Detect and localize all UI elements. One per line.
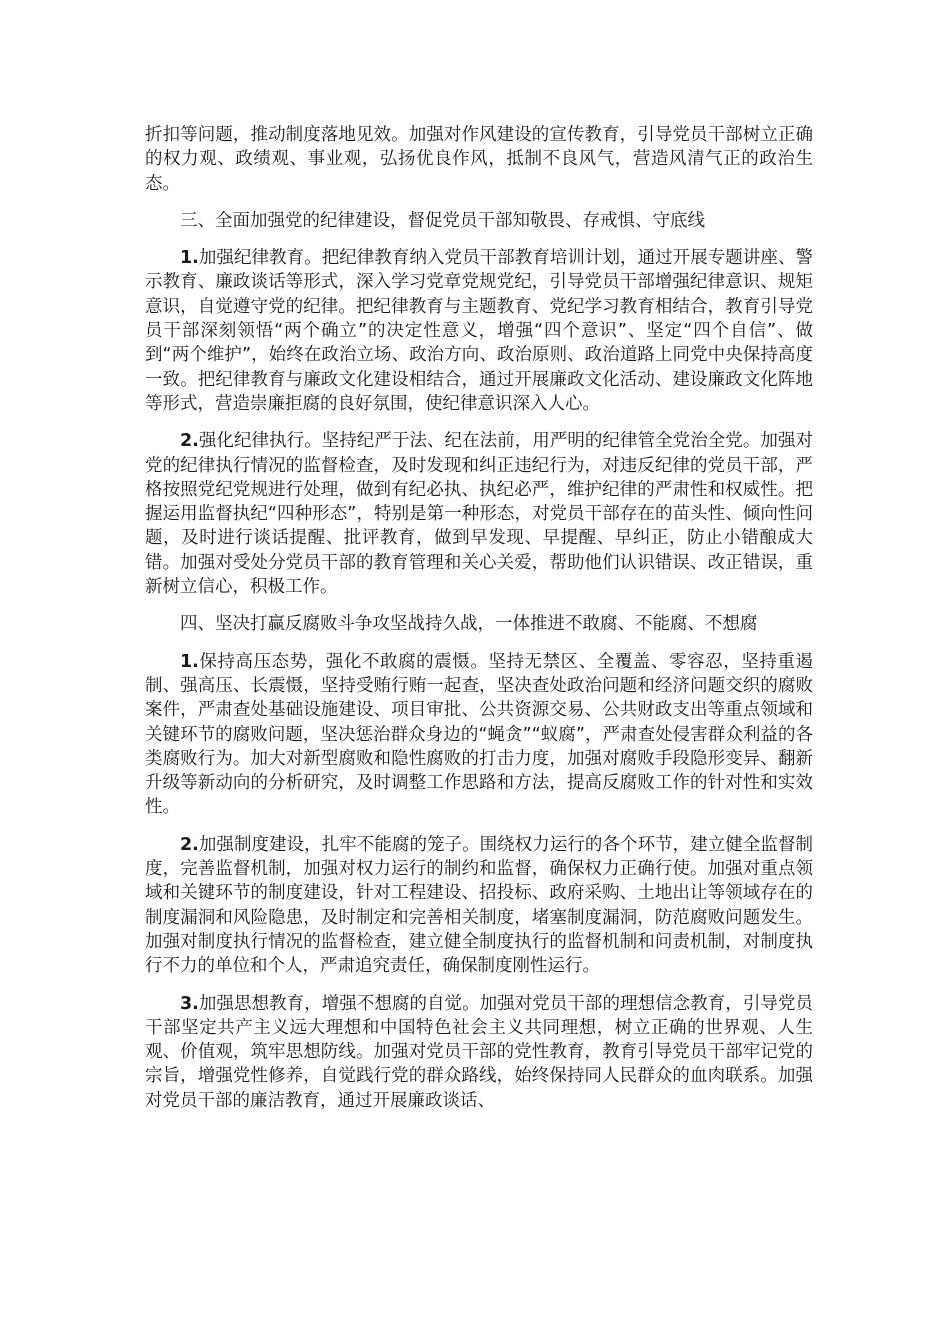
paragraph-4-1 bbox=[145, 650, 813, 820]
paragraph-text: 强化纪律执行。坚持纪严于法、纪在法前，用严明的纪律管全党治全党。加强对党的纪律执行情况的监督检查，及时发现和纠正违纪行为，对违反纪律的党员干部，严格按照党纪党规进行处理，做到有纪必执、执纪必严，维护纪律的严肃性和权威性。把握运用监督执纪“四种形态”，特别是第一种形态，对党员干部存在的苗头性、倾向性问题，及时进行谈话提醒、批评教育，做到早发现、早提醒、早纠正，防止小错酿成大错。加强对受处分党员干部的教育管理和关心关爱，帮助他们认识错误、改正错误，重新树立信心，积极工作。 bbox=[145, 431, 813, 598]
section-heading-4 bbox=[145, 612, 813, 636]
paragraph-text: 保持高压态势，强化不敢腐的震慑。坚持无禁区、全覆盖、零容忍，坚持重遏制、强高压、长震慑，坚持受贿行贿一起查，坚决查处政治问题和经济问题交织的腐败案件，严肃查处基础设施建设、项目审批、公共资源交易、公共财政支出等重点领域和关键环节的腐败问题，坚决惩治群众身边的“蝇贪”“蚁腐”，严肃查处侵害群众利益的各类腐败行为。加大对新型腐败和隐性腐败的打击力度，加强对腐败手段隐形变异、翻新升级等新动向的分析研究，及时调整工作思路和方法，提高反腐败工作的针对性和实效性。 bbox=[145, 651, 813, 818]
paragraph-text: 加强纪律教育。把纪律教育纳入党员干部教育培训计划，通过开展专题讲座、警示教育、廉政谈话等形式，深入学习党章党规党纪，引导党员干部增强纪律意识、规矩意识，自觉遵守党的纪律。把纪律教育与主题教育、党纪学习教育相结合，教育引导党员干部深刻领悟“两个确立”的决定性意义，增强“四个意识”、坚定“四个自信”、做到“两个维护”，始终在政治立场、政治方向、政治原则、政治道路上同党中央保持高度一致。把纪律教育与廉政文化建设相结合，通过开展廉政文化活动、建设廉政文化阵地等形式，营造崇廉拒腐的良好氛围，使纪律意识深入人心。 bbox=[145, 248, 813, 414]
item-number: 2. bbox=[180, 431, 199, 452]
paragraph-text: 加强思想教育，增强不想腐的自觉。加强对党员干部的理想信念教育，引导党员干部坚定共产主义远大理想和中国特色社会主义共同理想，树立正确的世界观、人生观、价值观，筑牢思想防线。加强对党员干部的党性教育，教育引导党员干部牢记党的宗旨，增强党性修养，自觉践行党的群众路线，始终保持同人民群众的血肉联系。加强对党员干部的廉洁教育，通过开展廉政谈话、 bbox=[145, 993, 813, 1111]
document-body bbox=[145, 123, 813, 1126]
paragraph-4-2 bbox=[145, 833, 813, 979]
paragraph-4-3 bbox=[145, 992, 813, 1113]
paragraph-3-1 bbox=[145, 246, 813, 416]
item-number: 1. bbox=[180, 248, 199, 269]
section-heading-3 bbox=[145, 209, 813, 233]
paragraph-text: 折扣等问题，推动制度落地见效。加强对作风建设的宣传教育，引导党员干部树立正确的权力观、政绩观、事业观，弘扬优良作风，抵制不良风气，营造风清气正的政治生态。 bbox=[145, 125, 813, 194]
heading-text: 四、坚决打赢反腐败斗争攻坚战持久战，一体推进不敢腐、不能腐、不想腐 bbox=[180, 614, 758, 635]
paragraph-text: 加强制度建设，扎牢不能腐的笼子。围绕权力运行的各个环节，建立健全监督制度，完善监督机制，加强对权力运行的制约和监督，确保权力正确行使。加强对重点领域和关键环节的制度建设，针对工程建设、招投标、政府采购、土地出让等领域存在的制度漏洞和风险隐患，及时制定和完善相关制度，堵塞制度漏洞，防范腐败问题发生。加强对制度执行情况的监督检查，建立健全制度执行的监督机制和问责机制，对制度执行不力的单位和个人，严肃追究责任，确保制度刚性运行。 bbox=[145, 834, 813, 977]
item-number: 1. bbox=[180, 651, 199, 672]
paragraph-3-2 bbox=[145, 429, 813, 599]
item-number: 3. bbox=[180, 993, 199, 1014]
heading-text: 三、全面加强党的纪律建设，督促党员干部知敬畏、存戒惧、守底线 bbox=[180, 210, 705, 231]
item-number: 2. bbox=[180, 834, 199, 855]
paragraph-1 bbox=[145, 123, 813, 196]
